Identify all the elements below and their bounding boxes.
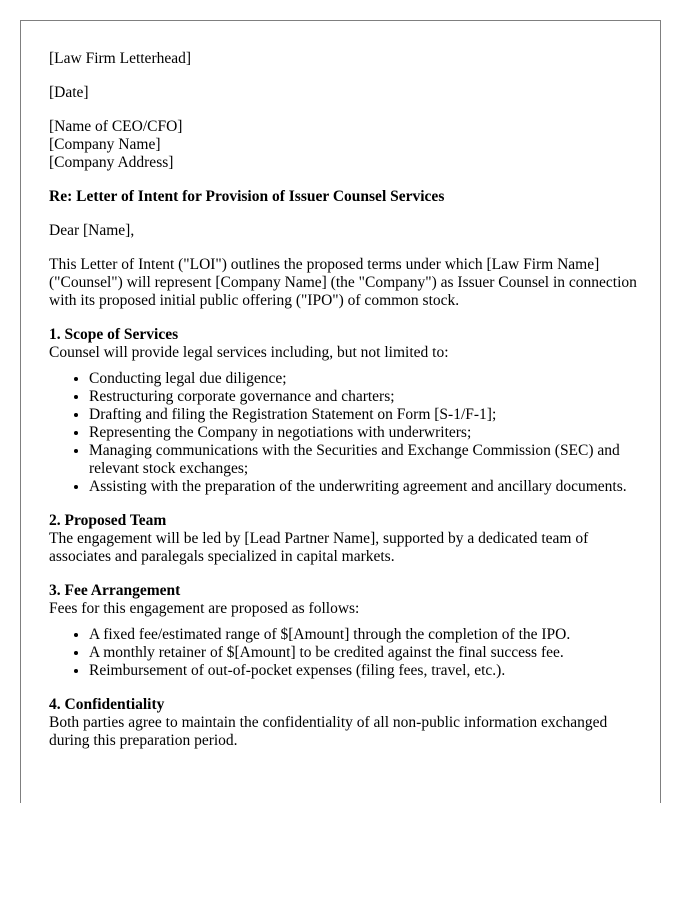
list-item: • Restructuring corporate governance and charters; xyxy=(89,388,639,406)
list-item: • Drafting and filing the Registration Statement on Form [S-1/F-1]; xyxy=(89,406,639,424)
recipient-address: [Company Address] xyxy=(49,154,174,171)
section-text-fees: Fees for this engagement are proposed as follows: xyxy=(49,600,360,617)
list-item: • Reimbursement of out-of-pocket expenses (filing fees, travel, etc.). xyxy=(89,662,639,680)
list-item: • Conducting legal due diligence; xyxy=(89,370,639,388)
subject-line: Re: Letter of Intent for Provision of Issuer Counsel Services xyxy=(49,188,445,205)
list-item: • Representing the Company in negotiations with underwriters; xyxy=(89,424,639,442)
letter-page xyxy=(20,20,661,803)
section-text-confidentiality: Both parties agree to maintain the confidentiality of all non-public information exchanged during this preparation period. xyxy=(49,714,608,749)
section-confidentiality xyxy=(49,696,639,750)
list-item: • Managing communications with the Securities and Exchange Commission (SEC) and relevant stock exchanges; xyxy=(89,442,639,478)
section-heading-scope: 1. Scope of Services xyxy=(49,326,179,343)
section-text-scope: Counsel will provide legal services including, but not limited to: xyxy=(49,344,449,361)
section-heading-confidentiality: 4. Confidentiality xyxy=(49,696,165,713)
list-item: • A monthly retainer of $[Amount] to be credited against the final success fee. xyxy=(89,644,639,662)
recipient-name: [Name of CEO/CFO] xyxy=(49,118,183,135)
letter-content xyxy=(49,50,639,750)
list-item: • Assisting with the preparation of the underwriting agreement and ancillary documents. xyxy=(89,478,639,496)
recipient-company: [Company Name] xyxy=(49,136,161,153)
section-heading-fees: 3. Fee Arrangement xyxy=(49,582,181,599)
section-heading-team: 2. Proposed Team xyxy=(49,512,167,529)
letterhead: [Law Firm Letterhead] xyxy=(49,50,192,67)
letter-date: [Date] xyxy=(49,84,89,101)
section-team xyxy=(49,512,639,566)
scope-list xyxy=(49,370,639,496)
recipient-block xyxy=(49,118,639,172)
section-text-team: The engagement will be led by [Lead Partner Name], supported by a dedicated team of associates and paralegals specialized in capital markets. xyxy=(49,530,589,565)
intro-paragraph: This Letter of Intent ("LOI") outlines the proposed terms under which [Law Firm Name] ("Counsel") will represent [Company Name] (the "Company") as Issuer Counsel in connection with its proposed initial public offering ("IPO") of common stock. xyxy=(49,256,637,309)
salutation: Dear [Name], xyxy=(49,222,135,239)
section-fees xyxy=(49,582,639,680)
section-scope xyxy=(49,326,639,496)
fees-list xyxy=(49,626,639,680)
list-item: • A fixed fee/estimated range of $[Amount] through the completion of the IPO. xyxy=(89,626,639,644)
